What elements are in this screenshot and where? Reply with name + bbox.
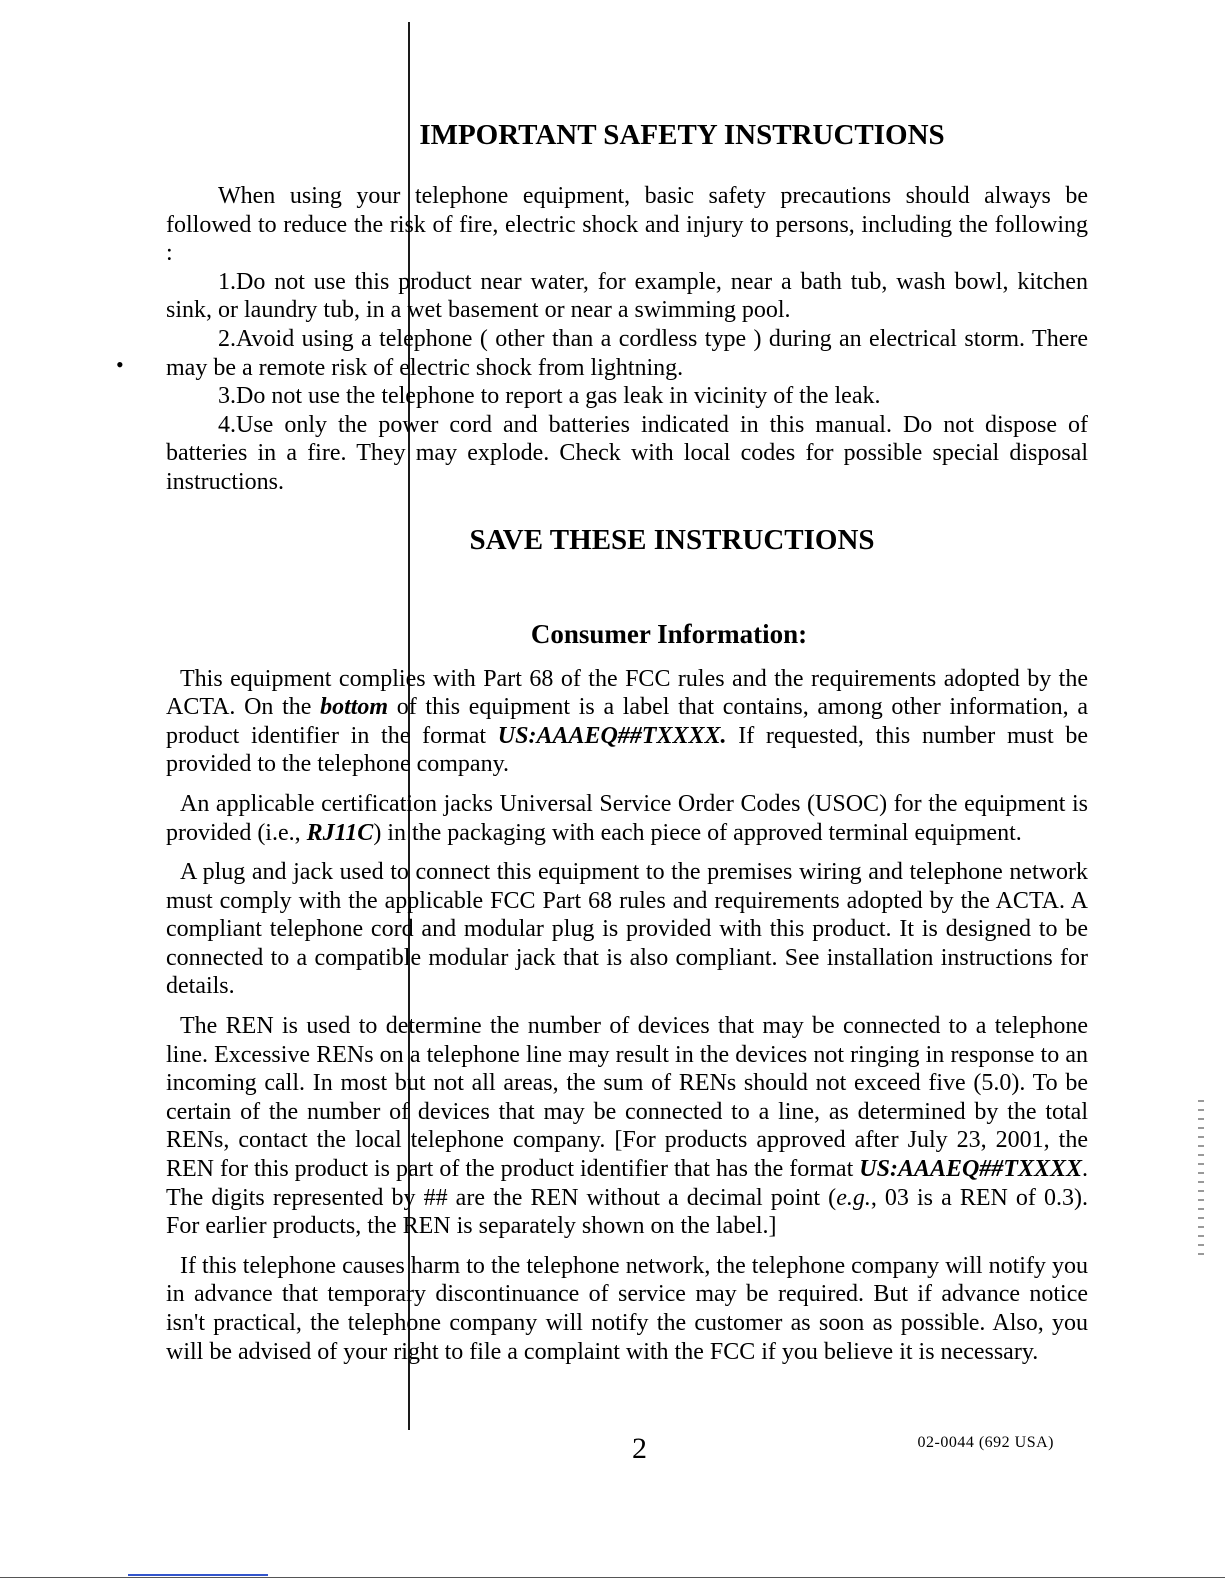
scan-speck: • [116,352,124,377]
ren-paragraph [166,1012,1088,1241]
safety-item-1: 1.Do not use this product near water, for example, near a bath tub, wash bowl, kitchen sink, or laundry tub, in a wet basement or near a swimming pool. [166,268,1088,324]
compliance-text-3: If requested, this number must be provided to the telephone company. [166,722,1088,778]
intro-paragraph: When using your telephone equipment, basic safety precautions should always be followed to reduce the risk of fire, electric shock and injury to persons, including the following : [166,183,1088,267]
bottom-rule-accent [128,1574,268,1576]
page-title: IMPORTANT SAFETY INSTRUCTIONS [419,119,945,151]
plug-jack-paragraph: A plug and jack used to connect this equipment to the premises wiring and telephone network must comply with the applicable FCC Part 68 rules and requirements adopted by the ACTA. A compliant telephone cord and modular plug is provided with this product. It is designed to be connected to a compatible modular jack that is also compliant. See installation instructions for details. [166,859,1088,1000]
ren-text-2: . The digits represented by ## are the REN without a decimal point ( [166,1156,1088,1211]
document-code: 02-0044 (692 USA) [917,1434,1054,1451]
save-instructions-heading: SAVE THESE INSTRUCTIONS [469,523,875,556]
page-footer [166,1432,1088,1472]
safety-item-4: 4.Use only the power cord and batteries indicated in this manual. Do not dispose of batteries in a fire. They may explode. Check with local codes for possible special disposal instructions. [166,411,1088,495]
usoc-text-2: ) in the packaging with each piece of approved terminal equipment. [373,819,1022,846]
usoc-paragraph [166,790,1088,847]
network-harm-paragraph: If this telephone causes harm to the telephone network, the telephone company will notify you in advance that temporary discontinuance of service may be required. But if advance notice isn't practical, the telephone company will notify the customer as soon as possible. Also, you will be advised of your right to file a complaint with the FCC if you believe it is necessary. [166,1252,1088,1365]
ren-identifier-format: US:AAAEQ##TXXXX [859,1156,1082,1183]
ren-text-3: , 03 is a REN of 0.3). For earlier products, the REN is separately shown on the label.] [166,1184,1088,1240]
page-number: 2 [632,1432,647,1465]
product-identifier-format: US:AAAEQ##TXXXX. [497,722,727,749]
scan-dots [1198,1100,1204,1260]
safety-item-3: 3.Do not use the telephone to report a gas leak in vicinity of the leak. [218,383,881,410]
jack-code: RJ11C [306,819,374,846]
bottom-rule [0,1577,1225,1578]
consumer-information-heading: Consumer Information: [530,618,808,649]
compliance-text-2: of this equipment is a label that contains, among other information, a product identifier in the format [166,694,1088,749]
bottom-emphasis: bottom [320,694,389,721]
eg-italic: e.g. [836,1184,871,1211]
ren-text: The REN is used to determine the number of devices that may be connected to a telephone line. Excessive RENs on a telephone line may result in the devices not ringing in response to an incoming call. In most but not all areas, the sum of RENs should not exceed five (5.0). To be certain of the number of devices that may be connected to a line, as determined by the total RENs, contact the local telephone company. [For products approved after July 23, 2001, the REN for this product is part of the product identifier that has the format [166,1013,1088,1183]
compliance-paragraph [166,665,1088,779]
document-body [166,118,1088,1377]
usoc-text: An applicable certification jacks Universal Service Order Codes (USOC) for the equipment is provided (i.e., [166,790,1088,846]
compliance-text: This equipment complies with Part 68 of the FCC rules and the requirements adopted by the ACTA. On the [166,665,1088,721]
safety-item-2: 2.Avoid using a telephone ( other than a cordless type ) during an electrical storm. There may be a remote risk of electric shock from lightning. [166,325,1088,381]
